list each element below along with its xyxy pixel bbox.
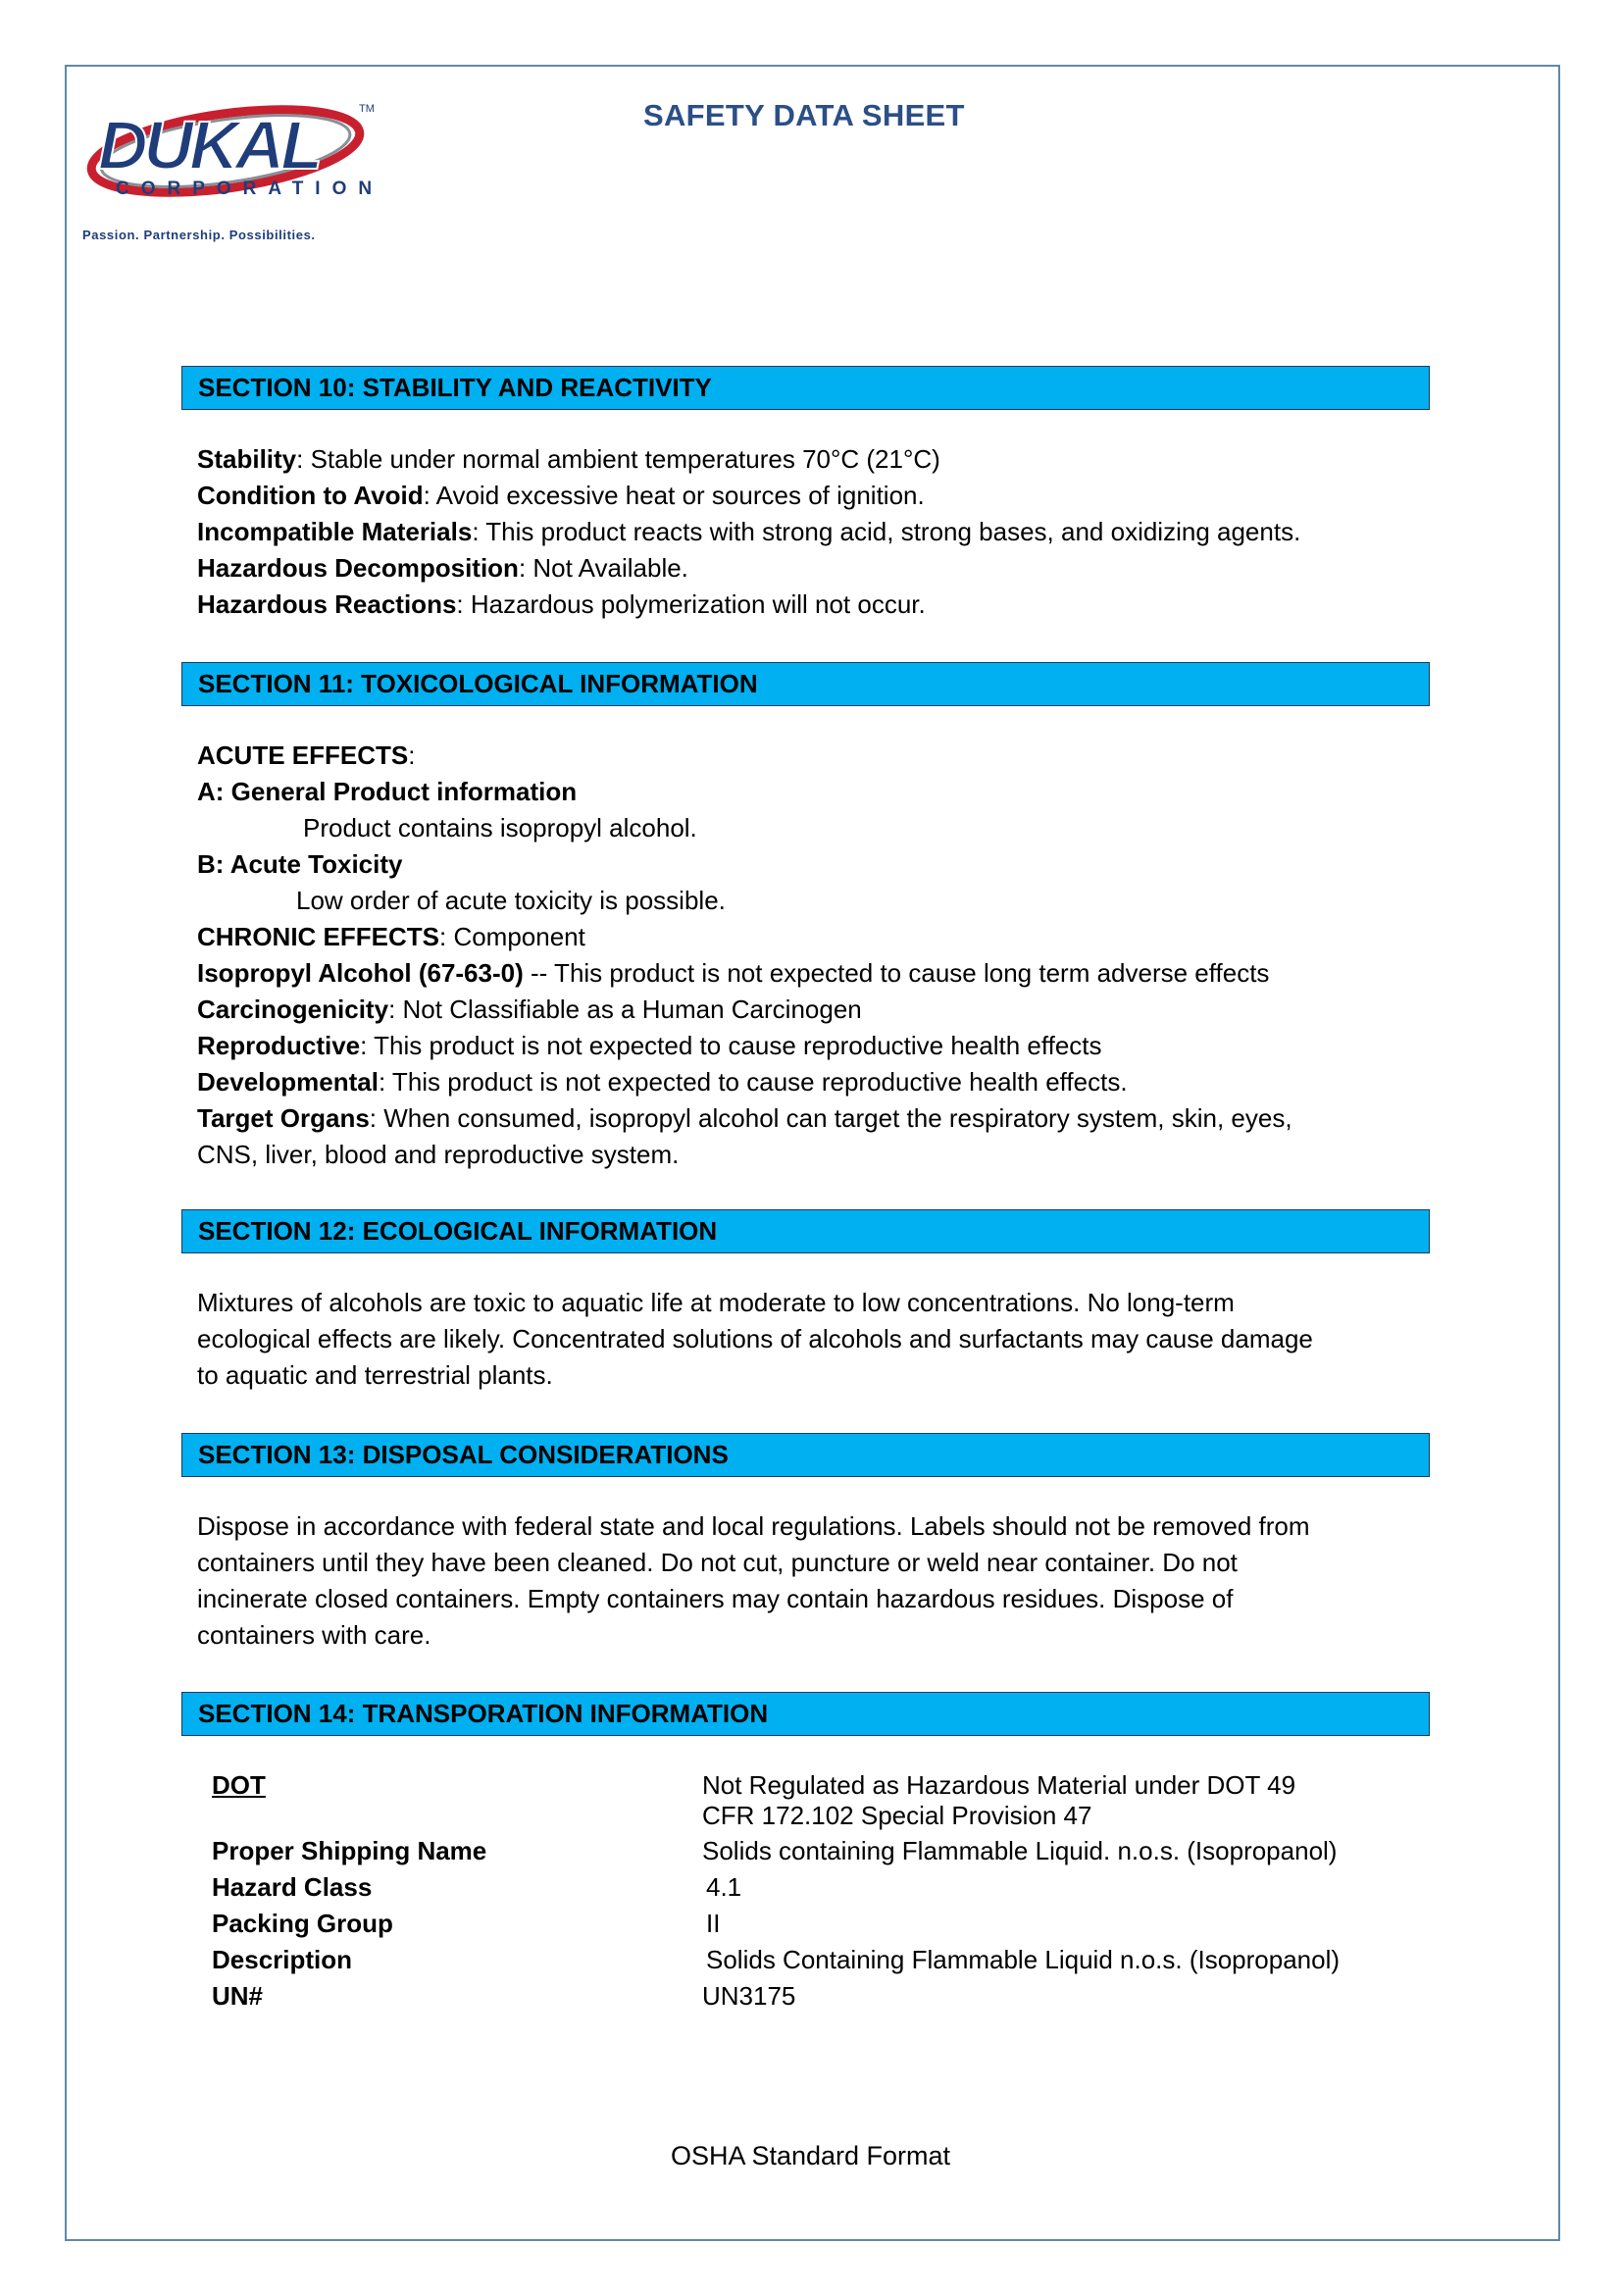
target-organs-line: Target Organs: When consumed, isopropyl alcohol can target the respiratory system, skin, eyes, [197, 1103, 1292, 1133]
transport-row [212, 1906, 1428, 1942]
ecological-text-line: to aquatic and terrestrial plants. [197, 1360, 553, 1390]
ecological-text-line: Mixtures of alcohols are toxic to aquatic life at moderate to low concentrations. No long-term [197, 1288, 1235, 1317]
transport-value: II [706, 1909, 721, 1938]
transport-row [212, 1978, 1428, 2015]
page-footer: OSHA Standard Format [670, 2141, 951, 2170]
dot-value: Not Regulated as Hazardous Material under DOT 49 CFR 172.102 Special Provision 47 [702, 1770, 1296, 1830]
ecological-text-line: ecological effects are likely. Concentrated solutions of alcohols and surfactants may cause damage [197, 1324, 1313, 1353]
disposal-text-line: containers with care. [197, 1620, 431, 1650]
transport-row [212, 1833, 1428, 1869]
condition-to-avoid-line: Condition to Avoid: Avoid excessive heat or sources of ignition. [197, 481, 925, 510]
section-11-header: SECTION 11: TOXICOLOGICAL INFORMATION [181, 662, 1430, 706]
transport-label: UN# [212, 1981, 264, 2011]
section-14-header: SECTION 14: TRANSPORATION INFORMATION [181, 1692, 1430, 1736]
general-product-info-heading: A: General Product information [197, 777, 578, 806]
document-title: SAFETY DATA SHEET [643, 98, 965, 132]
section-10-body [197, 441, 1423, 623]
transport-row [212, 1869, 1428, 1906]
target-organs-line-2: CNS, liver, blood and reproductive system. [197, 1140, 680, 1169]
transport-row-dot [212, 1767, 1428, 1833]
logo-corporation: CORPORATION [116, 179, 384, 199]
section-12-header: SECTION 12: ECOLOGICAL INFORMATION [181, 1209, 1430, 1253]
chronic-effects-line: CHRONIC EFFECTS: Component [197, 922, 585, 951]
isopropyl-alcohol-line: Isopropyl Alcohol (67-63-0) -- This product is not expected to cause long term adverse effects [197, 958, 1270, 988]
transport-value: UN3175 [702, 1981, 796, 2011]
section-11-body [197, 738, 1423, 1173]
dukal-logo [78, 82, 402, 245]
hazardous-reactions-line: Hazardous Reactions: Hazardous polymerization will not occur. [197, 589, 926, 619]
acute-toxicity-text: Low order of acute toxicity is possible. [296, 886, 726, 915]
logo-wordmark: DUKAL [98, 107, 319, 183]
general-product-info-text: Product contains isopropyl alcohol. [303, 813, 697, 842]
transport-label: Description [212, 1945, 353, 1974]
logo-tagline: Passion. Partnership. Possibilities. [82, 228, 316, 242]
acute-effects-line: ACUTE EFFECTS: [197, 740, 416, 770]
carcinogenicity-line: Carcinogenicity: Not Classifiable as a Human Carcinogen [197, 995, 862, 1024]
transport-label: Proper Shipping Name [212, 1836, 487, 1865]
incompatible-materials-line: Incompatible Materials: This product reacts with strong acid, strong bases, and oxidizing agents. [197, 517, 1301, 546]
acute-toxicity-heading: B: Acute Toxicity [197, 849, 403, 879]
developmental-line: Developmental: This product is not expected to cause reproductive health effects. [197, 1067, 1128, 1097]
disposal-text-line: incinerate closed containers. Empty containers may contain hazardous residues. Dispose of [197, 1584, 1234, 1613]
section-12-body [197, 1285, 1423, 1394]
hazardous-decomposition-line: Hazardous Decomposition: Not Available. [197, 553, 688, 583]
transport-value: Solids Containing Flammable Liquid n.o.s. (Isopropanol) [706, 1945, 1341, 1974]
section-13-header: SECTION 13: DISPOSAL CONSIDERATIONS [181, 1433, 1430, 1477]
stability-line: Stability: Stable under normal ambient temperatures 70°C (21°C) [197, 444, 940, 474]
logo-trademark: TM [359, 103, 375, 115]
transport-label: Hazard Class [212, 1872, 373, 1902]
transport-value: 4.1 [706, 1872, 742, 1902]
transport-row [212, 1942, 1428, 1978]
reproductive-line: Reproductive: This product is not expected to cause reproductive health effects [197, 1031, 1102, 1060]
transport-table [212, 1767, 1428, 2015]
disposal-text-line: containers until they have been cleaned. Do not cut, puncture or weld near container. Do not [197, 1548, 1238, 1577]
disposal-text-line: Dispose in accordance with federal state and local regulations. Labels should not be removed from [197, 1511, 1310, 1541]
transport-label: Packing Group [212, 1909, 393, 1938]
section-13-body [197, 1508, 1423, 1654]
transport-value: Solids containing Flammable Liquid. n.o.s. (Isopropanol) [702, 1836, 1338, 1865]
dot-label: DOT [212, 1770, 266, 1800]
section-10-header: SECTION 10: STABILITY AND REACTIVITY [181, 366, 1430, 410]
